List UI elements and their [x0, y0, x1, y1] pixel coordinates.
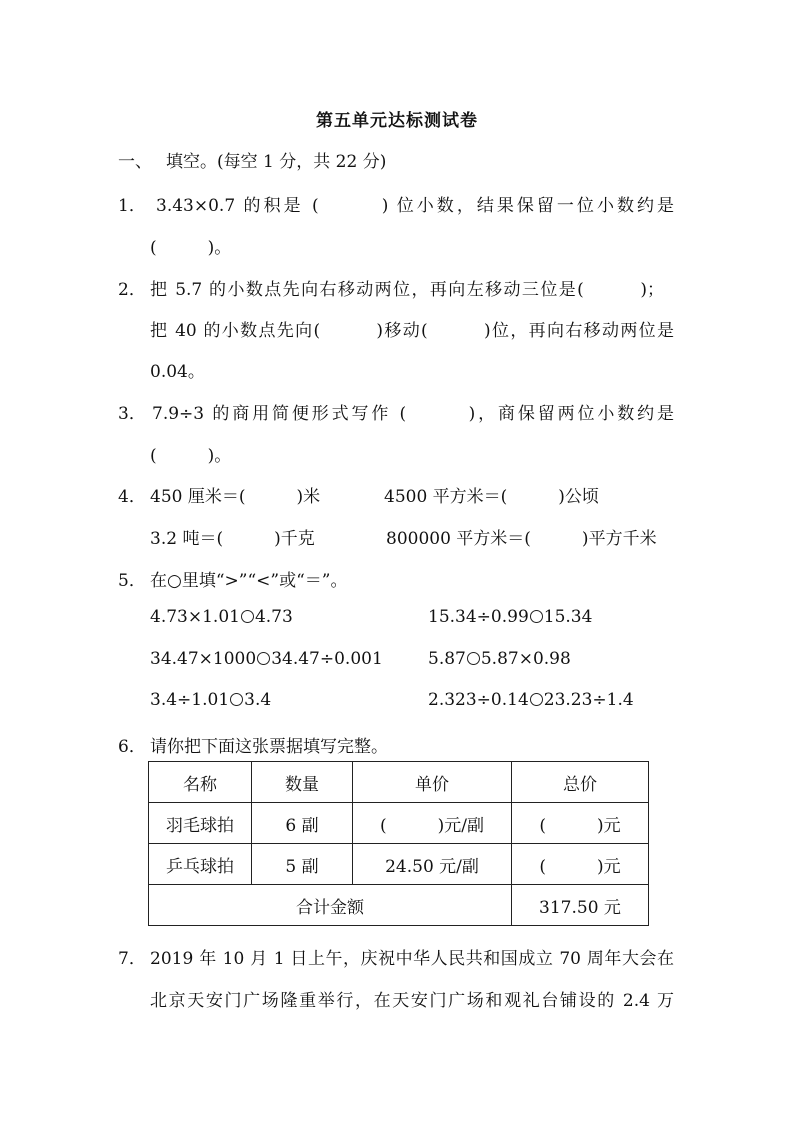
question-number: 3．	[118, 404, 146, 424]
conversion-item: 800000 平方米＝( )平方千米	[386, 529, 657, 549]
section-heading	[118, 147, 386, 172]
question-number: 1．	[118, 196, 146, 216]
table-cell: ( )元/副	[353, 803, 512, 844]
section-number: 一、	[118, 152, 152, 172]
comparison-item: 15.34÷0.99 15.34	[428, 607, 593, 627]
question-number: 4．	[118, 487, 146, 507]
header-cell: 数量	[252, 762, 353, 803]
conversion-item: 3.2 吨＝( )千克	[150, 529, 315, 549]
compare-circle[interactable]	[257, 652, 270, 665]
page-title: 第五单元达标测试卷	[316, 111, 478, 131]
question-text: 把 40 的小数点先向( )移动( )位，再向右移动两位是	[150, 321, 674, 341]
comparison-item: 34.47×1000 34.47÷0.001	[150, 649, 383, 669]
table-row	[149, 844, 649, 885]
question-text: 0.04。	[150, 362, 205, 382]
comparison-item: 3.4÷1.01 3.4	[150, 690, 272, 710]
header-cell: 单价	[353, 762, 512, 803]
section-text: 填空。(每空 1 分，共 22 分)	[166, 152, 387, 172]
receipt-table	[148, 761, 649, 926]
table-cell: 羽毛球拍	[149, 803, 252, 844]
question-text: 在○里填“>”“<”或“＝”。	[150, 571, 348, 591]
compare-circle[interactable]	[530, 693, 543, 706]
conversion-item: 4500 平方米＝( )公顷	[384, 487, 599, 507]
question-number: 5．	[118, 571, 146, 591]
compare-circle[interactable]	[467, 652, 480, 665]
table-cell: 5 副	[252, 844, 353, 885]
conversion-item: 450 厘米＝( )米	[150, 487, 321, 507]
question-text: 把 5.7 的小数点先向右移动两位，再向左移动三位是( )；	[150, 280, 664, 300]
total-value: 317.50 元	[512, 885, 649, 926]
header-cell: 名称	[149, 762, 252, 803]
question-number: 6．	[118, 737, 146, 757]
table-cell: 6 副	[252, 803, 353, 844]
comparison-item: 4.73×1.01 4.73	[150, 607, 293, 627]
question-text: 3.43×0.7 的积是 ( ) 位小数，结果保留一位小数约是	[156, 196, 674, 216]
table-row	[149, 803, 649, 844]
question-text: 7.9÷3 的商用简便形式写作 ( )，商保留两位小数约是	[152, 404, 674, 424]
question-text: 北京天安门广场隆重举行，在天安门广场和观礼台铺设的 2.4 万	[150, 991, 674, 1011]
question-text: 请你把下面这张票据填写完整。	[150, 737, 388, 757]
compare-circle[interactable]	[230, 693, 243, 706]
comparison-item: 5.87 5.87×0.98	[428, 649, 571, 669]
question-number: 2．	[118, 280, 146, 300]
question-text: ( )。	[150, 238, 232, 258]
table-cell: ( )元	[512, 844, 649, 885]
table-cell: ( )元	[512, 803, 649, 844]
comparison-item: 2.323÷0.14 23.23÷1.4	[428, 690, 634, 710]
question-text: ( )。	[150, 446, 232, 466]
header-cell: 总价	[512, 762, 649, 803]
total-label: 合计金额	[149, 885, 512, 926]
question-text: 2019 年 10 月 1 日上午，庆祝中华人民共和国成立 70 周年大会在	[150, 949, 674, 969]
compare-circle[interactable]	[241, 610, 254, 623]
table-header-row	[149, 762, 649, 803]
table-cell: 24.50 元/副	[353, 844, 512, 885]
table-total-row	[149, 885, 649, 926]
table-cell: 乒乓球拍	[149, 844, 252, 885]
question-number: 7．	[118, 949, 146, 969]
compare-circle[interactable]	[530, 610, 543, 623]
